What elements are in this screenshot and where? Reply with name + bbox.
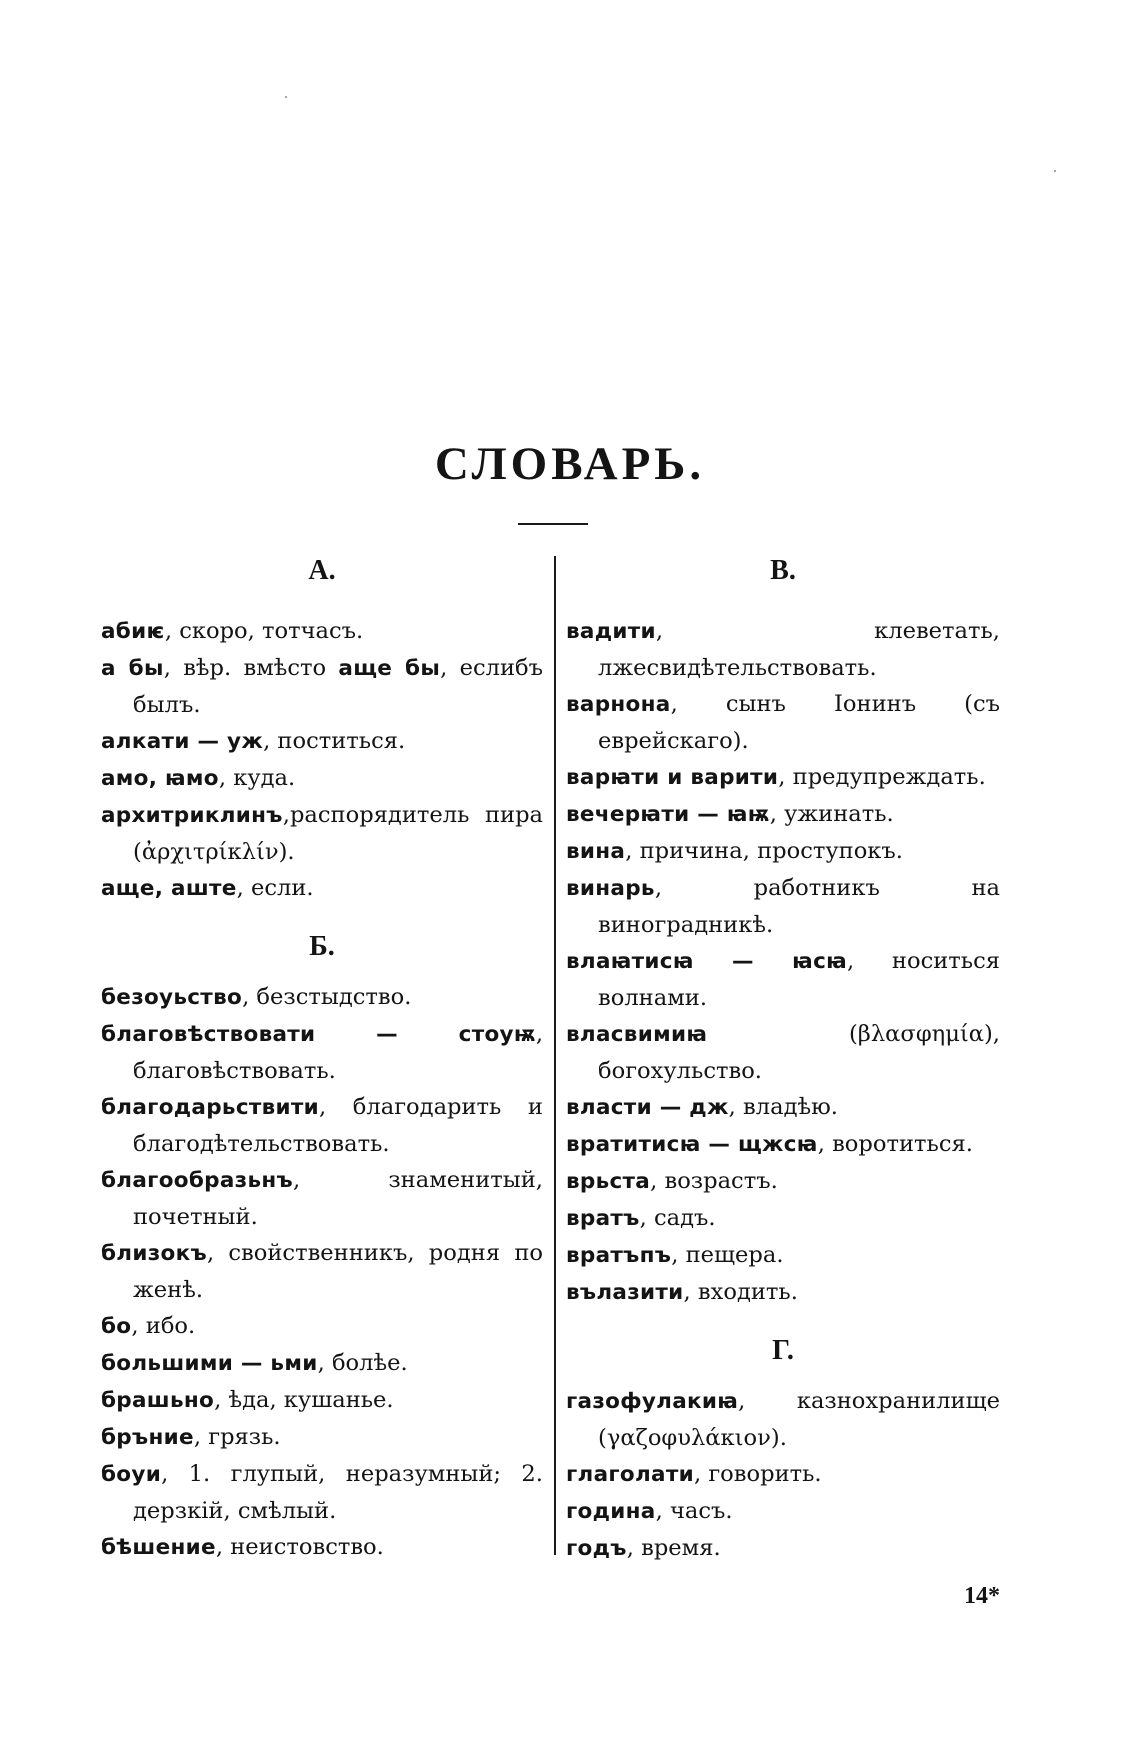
entry-definition: , болѣе. xyxy=(317,1350,408,1376)
dictionary-entry xyxy=(566,1274,1000,1311)
dictionary-entry xyxy=(101,1382,543,1419)
entry-headword: большими — ьми xyxy=(101,1351,318,1376)
entry-headword: бръние xyxy=(101,1425,194,1450)
entry-headword: близокъ xyxy=(101,1241,207,1266)
dictionary-entry xyxy=(566,759,1000,796)
entry-definition: , благовѣствовать. xyxy=(133,1021,543,1084)
dictionary-entry xyxy=(101,760,543,797)
entry-definition: , время. xyxy=(626,1535,721,1561)
dictionary-entry xyxy=(101,1162,543,1235)
entry-definition: , неистовство. xyxy=(215,1534,384,1560)
entry-headword: амо, ꙗмо xyxy=(101,766,219,791)
dictionary-entry xyxy=(566,796,1000,833)
entry-definition: , пещера. xyxy=(671,1242,784,1268)
entry-headword: брашьно xyxy=(101,1388,215,1413)
entry-definition: , благодарить и благодѣтельствовать. xyxy=(133,1094,543,1157)
dictionary-entry xyxy=(101,1456,543,1529)
entry-headword: архитриклинъ xyxy=(101,803,283,828)
dictionary-entry xyxy=(101,797,543,870)
entry-headword: вратъпъ xyxy=(566,1243,672,1268)
entry-headword: вина xyxy=(566,839,626,864)
entry-headword: благообразьнъ xyxy=(101,1168,293,1193)
entry-definition: , ѣда, кушанье. xyxy=(214,1387,394,1413)
entry-definition: , 1. глупый, неразумный; 2. дерзкій, смѣлый. xyxy=(133,1461,543,1524)
dictionary-entry xyxy=(101,1016,543,1089)
entry-headword: власти — дж xyxy=(566,1095,729,1120)
dictionary-entry xyxy=(566,1163,1000,1200)
dictionary-entry xyxy=(566,943,1000,1016)
dictionary-entry xyxy=(101,1345,543,1382)
entry-headword: година xyxy=(566,1499,656,1524)
dictionary-entry xyxy=(566,1456,1000,1493)
entry-headword: вадити xyxy=(566,619,656,644)
entry-headword: вечерꙗти — ꙗѭ xyxy=(566,802,770,827)
entry-definition: , куда. xyxy=(218,765,296,791)
entry-headword: абиѥ xyxy=(101,619,165,644)
entry-definition: , казнохранилище (γαζοφυλάκιον). xyxy=(598,1388,1000,1451)
dictionary-entry xyxy=(566,870,1000,943)
page-title: СЛОВАРЬ. xyxy=(434,438,706,490)
dictionary-entry xyxy=(566,1200,1000,1237)
entry-definition: , поститься. xyxy=(263,728,406,754)
dictionary-entry xyxy=(101,1419,543,1456)
dictionary-entry xyxy=(101,1308,543,1345)
section-letter: В. xyxy=(770,555,796,586)
entry-definition: (βλασφημία), богохульство. xyxy=(598,1021,1000,1084)
entry-headword: вратитисꙗ — щжсꙗ xyxy=(566,1132,818,1157)
entry-definition: , клеветать, лжесвидѣтельствовать. xyxy=(598,618,1000,681)
entry-headword: варꙗти и варити xyxy=(566,765,779,790)
entry-definition: , входить. xyxy=(683,1279,798,1305)
entry-definition: , скоро, тотчасъ. xyxy=(164,618,364,644)
entry-definition: , возрастъ. xyxy=(650,1168,778,1194)
section-letter: Б. xyxy=(309,931,335,962)
dictionary-entry xyxy=(566,1383,1000,1456)
entry-headword: алкати — уж xyxy=(101,729,264,754)
dictionary-entry xyxy=(101,1235,543,1308)
entry-definition: ,распорядитель пира (ἀρχιτρίκλίν). xyxy=(133,802,543,865)
entry-headword: благовѣствовати — стоуѭ xyxy=(101,1022,536,1047)
section-letter: Г. xyxy=(772,1335,794,1366)
dictionary-entry xyxy=(566,1126,1000,1163)
entry-headword: вратъ xyxy=(566,1206,640,1231)
entry-definition: , ибо. xyxy=(131,1313,196,1339)
entry-definition: , предупреждать. xyxy=(778,764,986,790)
dictionary-entry xyxy=(101,1089,543,1162)
entry-headword: варнона xyxy=(566,692,671,717)
dictionary-entry xyxy=(101,613,543,650)
column-divider xyxy=(554,556,556,1555)
right-column xyxy=(566,553,1000,1567)
entry-headword: врьста xyxy=(566,1169,651,1194)
scan-speck xyxy=(1054,170,1056,172)
entry-definition: , грязь. xyxy=(193,1424,281,1450)
dictionary-entry xyxy=(101,870,543,907)
entry-headword: глаголати xyxy=(566,1462,694,1487)
entry-definition: , знаменитый, почетный. xyxy=(133,1167,543,1230)
entry-headword: аще бы xyxy=(338,656,441,681)
entry-definition: , свойственникъ, родня по женѣ. xyxy=(133,1240,543,1303)
dictionary-entry xyxy=(566,1016,1000,1089)
entry-headword: боуи xyxy=(101,1462,162,1487)
dictionary-entry xyxy=(566,1493,1000,1530)
entry-headword: бо xyxy=(101,1314,132,1339)
section-letter: А. xyxy=(308,555,336,586)
entry-definition: , владѣю. xyxy=(728,1094,838,1120)
dictionary-entry xyxy=(566,1237,1000,1274)
entry-definition: , еслибъ былъ. xyxy=(133,655,543,718)
entry-headword: власвимиꙗ xyxy=(566,1022,708,1047)
entry-headword: безоуьство xyxy=(101,985,243,1010)
dictionary-entry xyxy=(566,833,1000,870)
entry-headword: газофулакиꙗ xyxy=(566,1389,739,1414)
dictionary-entry xyxy=(566,1530,1000,1567)
entry-definition: , сынъ Іонинъ (съ еврейскаго). xyxy=(598,691,1000,754)
entry-definition: , часъ. xyxy=(655,1498,733,1524)
entry-definition: , садъ. xyxy=(639,1205,716,1231)
entry-definition: , ужинать. xyxy=(769,801,894,827)
dictionary-entry xyxy=(566,686,1000,759)
entry-headword: а бы xyxy=(101,656,164,681)
page-number: 14* xyxy=(964,1583,1000,1609)
dictionary-entry xyxy=(101,723,543,760)
dictionary-entry xyxy=(101,979,543,1016)
dictionary-entry xyxy=(566,613,1000,686)
entry-definition: , носиться волнами. xyxy=(598,948,1000,1011)
entry-headword: вълазити xyxy=(566,1280,684,1305)
entry-headword: благодарьствити xyxy=(101,1095,320,1120)
entry-headword: влаꙗтисꙗ — ꙗсꙗ xyxy=(566,949,848,974)
dictionary-entry xyxy=(101,650,543,723)
entry-definition: , причина, проступокъ. xyxy=(625,838,903,864)
entry-headword: годъ xyxy=(566,1536,627,1561)
title-rule xyxy=(518,523,588,525)
dictionary-entry xyxy=(101,1529,543,1566)
entry-definition: , воротиться. xyxy=(817,1131,973,1157)
entry-definition: , говорить. xyxy=(693,1461,822,1487)
entry-definition: , безстыдство. xyxy=(242,984,412,1010)
entry-headword: аще, аште xyxy=(101,876,237,901)
entry-definition: , если. xyxy=(236,875,314,901)
left-column xyxy=(101,553,543,1566)
entry-definition: , вѣр. вмѣсто xyxy=(163,655,339,681)
dictionary-entry xyxy=(566,1089,1000,1126)
entry-headword: бѣшение xyxy=(101,1535,216,1560)
entry-headword: винарь xyxy=(566,876,655,901)
entry-definition: , работникъ на виноградникѣ. xyxy=(598,875,1000,938)
scan-speck xyxy=(285,96,287,98)
